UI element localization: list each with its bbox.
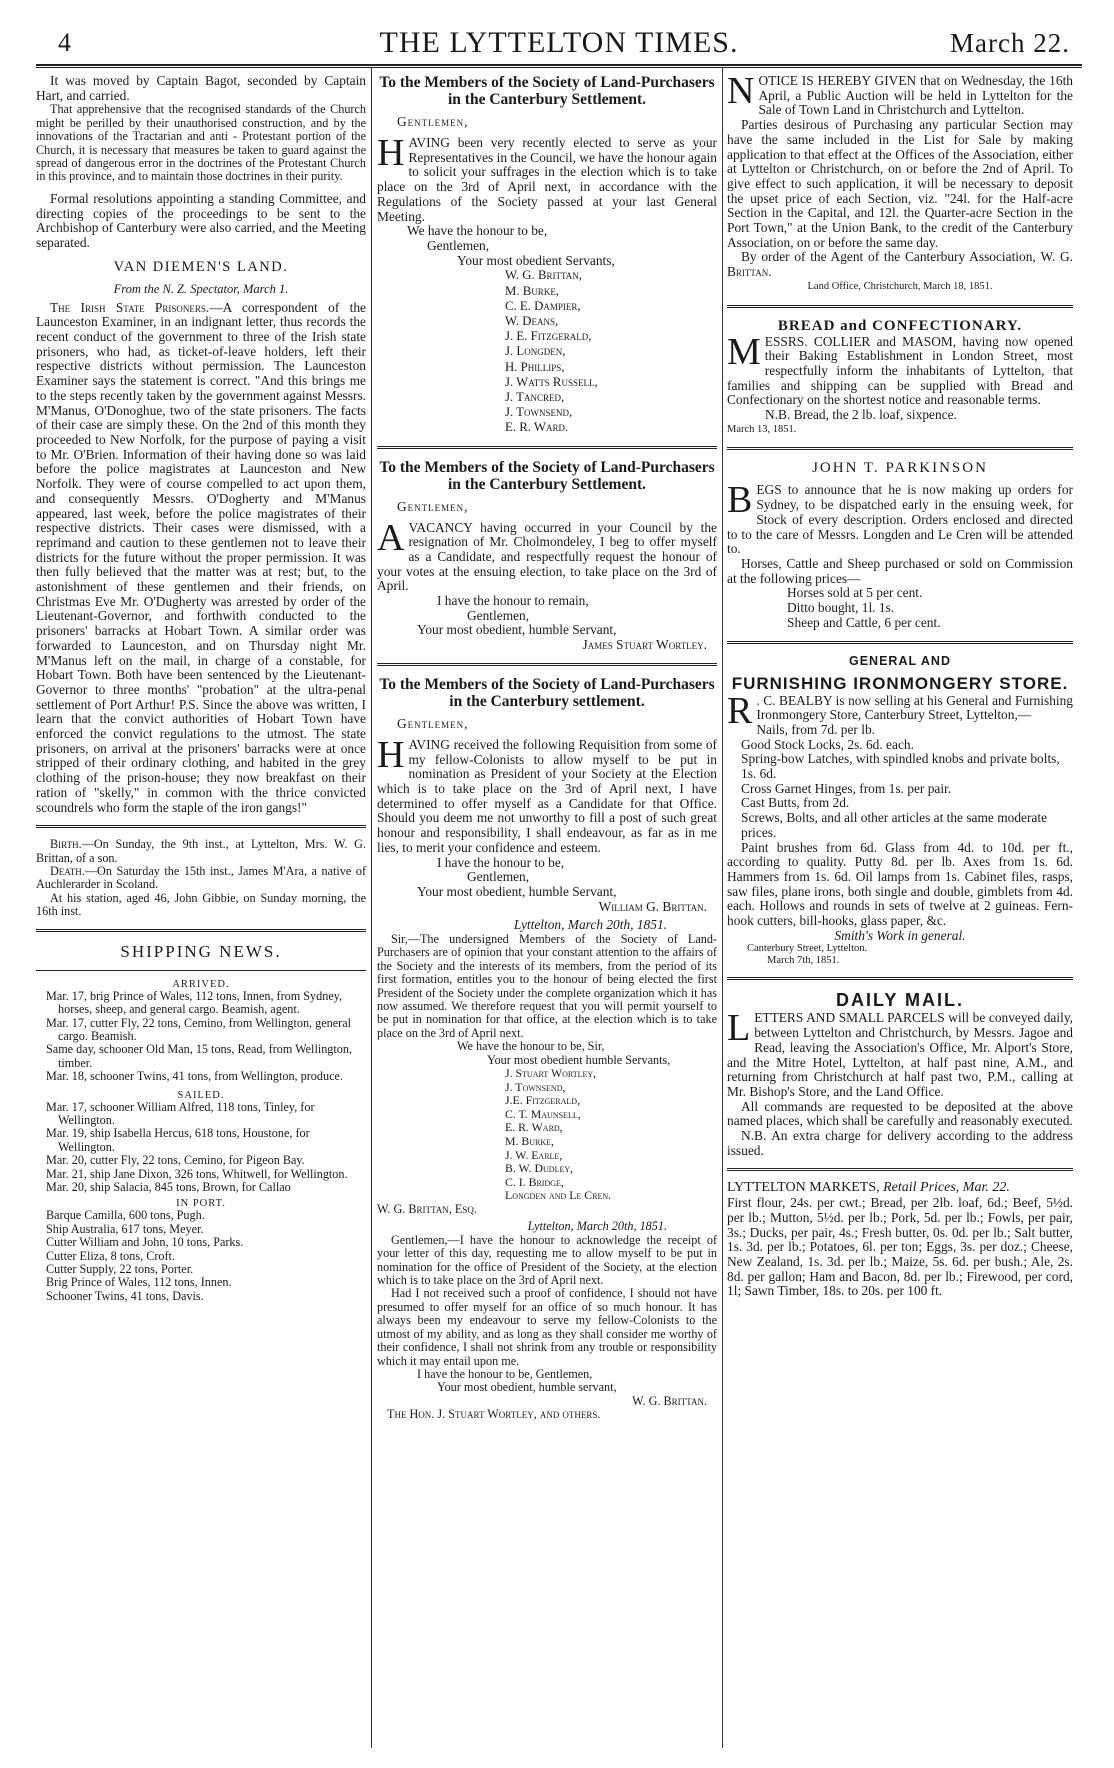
- signature: W. G. Brittan.: [727, 249, 1073, 280]
- signature: W. G. Brittan.: [632, 1393, 707, 1408]
- divider: [377, 663, 717, 666]
- ad-body: Smith's Work in general.: [834, 927, 966, 943]
- notice-body: OTICE IS HEREBY GIVEN that on Wednesday, the 16th April, a Public Auction will be held in Lyttelton for the Sale of Town Land in Christchurch and Lyttelton.: [758, 73, 1073, 118]
- masthead-rule: [36, 64, 1082, 68]
- signatory: W. Deans,: [505, 313, 559, 328]
- masthead: [36, 24, 1082, 66]
- drop-cap: H: [377, 733, 405, 776]
- column-divider: [371, 68, 372, 1748]
- signatory: J. E. Fitzgerald,: [505, 329, 592, 344]
- dateline: Lyttelton, March 20th, 1851.: [513, 917, 667, 933]
- signatory: Longden and Le Cren.: [505, 1188, 612, 1203]
- signatory: B. W. Dudley,: [505, 1161, 574, 1176]
- ad-title: GENERAL AND: [849, 653, 951, 668]
- signatory: J. Townsend,: [505, 1079, 566, 1094]
- closing: Gentlemen,: [467, 869, 530, 885]
- reply-body: Had I not received such a proof of confidence, I should not have presumed to offer myself for an office of so much honour. It has always been my endeavour to serve my fellow-Colonists to the utmost of my ability, and as long as they shall consider me worthy of their confidence, I shall not shrink from any trouble or responsibility which it may entail upon me.: [377, 1286, 717, 1368]
- ad-body: AVING received the following Requisition from some of my fellow-Colonists to allow myself to be put in nomination as President of your Society at the Election which is to take place on the 3rd of April next, I have determined to offer myself as a Candidate for that Office. Should you deem me not unworthy to fill a post of such great honour and responsibility, I shall endeavour, as far as in me lies, to merit your confidence and esteem.: [377, 736, 717, 855]
- shipping-entry: Cutter Supply, 22 tons, Porter.: [46, 1262, 194, 1277]
- drop-cap: H: [377, 132, 405, 174]
- shipping-entry: Cutter William and John, 10 tons, Parks.: [46, 1235, 244, 1250]
- arrived-heading: ARRIVED.: [172, 978, 230, 990]
- divider: [727, 1168, 1073, 1171]
- lead-in: The Irish State Prisoners.: [50, 299, 210, 315]
- ad-body: . C. BEALBY is now selling at his General and Furnishing Ironmongery Store, Canterbury Street, Lyttelton,—: [756, 692, 1073, 723]
- article-body: —A correspondent of the Launceston Examiner, in an indignant letter, thus records the recent conduct of the government to three of the Irish state prisoners, who had, as ticket-of-leave holders, left their respective districts without permission. The Launceston Examiner says the statement is correct. "And this brings me to the steps recently taken by the government against Messrs. M'Manus, O'Donoghue, two of the state prisoners. The facts of their case are simply these. On the 2nd of this month they proceeded to New Norfolk, for the purpose of paying a visit to Mr. O'Brien. Information of their having done so was laid before the police magistrates at Launceston and New Norfolk. They were of course compelled to act upon them, and consequently Messrs. O'Dogherty and M'Manus appeared, last week, before the police magistrates of their respective districts. Their cases were dismissed, with a reprimand and caution to these gentlemen not to leave their districts for the future without the proper permission. It was then fully believed that the matter was at rest; but, to the astonishment of these gentlemen and their friends, on Christmas Eve Mr. O'Dugherty was arrested by order of the Lieutenant-Governor, and forthwith conducted to the prisoners' barracks at Hobart Town. A similar order was forwarded to Launceston, and on Thursday night Mr. M'Manus left on the mail, in charge of a constable, for Hobart Town. Both have been sentenced by the Lieutenant-Governor to three months' "probation" at the ultra-penal settlement of Port Arthur! P.S. Since the above was written, I learn that the convict authorities of Hobart Town have enforced the convict regulations to the utmost. The state prisoners, on arrival at the prisoners' barracks were at once stripped of their ordinary clothing, and habited in the grey clothing of the prison-house; they now breakfast on their ration of "skelly," in common with the thrice convicted scoundrels who form the staple of the iron gangs!": [36, 299, 366, 815]
- death-notice: At his station, aged 46, John Gibbie, on Sunday morning, the 16th inst.: [36, 890, 366, 919]
- ad-title: DAILY MAIL.: [835, 990, 964, 1011]
- ad-body: N.B. Bread, the 2 lb. loaf, sixpence.: [765, 407, 957, 423]
- price-item: Sheep and Cattle, 6 per cent.: [787, 614, 941, 630]
- closing: We have the honour to be,: [407, 223, 548, 239]
- paragraph: It was moved by Captain Bagot, seconded by Captain Hart, and carried.: [36, 73, 366, 103]
- price-item: Cast Butts, from 2d.: [741, 795, 850, 811]
- inport-heading: IN PORT.: [176, 1198, 226, 1210]
- issue-date: March 22.: [950, 28, 1070, 58]
- price-item: Screws, Bolts, and all other articles at the same moderate prices.: [741, 810, 1048, 840]
- dateline: Land Office, Christchurch, March 18, 1851.: [807, 280, 993, 292]
- shipping-entry: Mar. 19, ship Isabella Hercus, 618 tons, Houstone, for Wellington.: [46, 1126, 310, 1154]
- ad-body: All commands are requested to be deposited at the above named places, which shall be carefully and reasonably executed.: [727, 1098, 1073, 1129]
- shipping-entry: Mar. 17, schooner William Alfred, 118 tons, Tinley, for Wellington.: [46, 1099, 315, 1127]
- ad-body: EGS to announce that he is now making up orders for Sydney, to be dispatched early in the ensuing week, for Stock of every description. Orders enclosed and directed to to the care of Messrs. Longden and Le Cren will be attended to.: [727, 482, 1073, 557]
- ad-title: To the Members of the Society of Land-Purchasers in the Canterbury Settlement.: [379, 458, 715, 493]
- dateline: March 13, 1851.: [727, 423, 797, 435]
- price-item: Horses sold at 5 per cent.: [787, 585, 923, 601]
- shipping-entry: Schooner Twins, 41 tons, Davis.: [46, 1288, 204, 1303]
- drop-cap: A: [377, 516, 405, 559]
- divider: [727, 641, 1073, 644]
- divider: [727, 305, 1073, 308]
- resolution-text: That apprehensive that the recognised standards of the Church might be perilled by their unauthorised construction, and by the innovations of the Tractarian and anti - Protestant portion of the Church, it is necessary that measures be taken to guard against the spread of dangerous error in the doctrines of the Protestant Church in this province, and to maintain those doctrines in their purity.: [36, 102, 366, 184]
- markets-subheading: Retail Prices, Mar. 22.: [883, 1180, 1010, 1196]
- column-3: [727, 70, 1073, 1299]
- closing: I have the honour to remain,: [437, 593, 589, 609]
- ad-title: BREAD and CONFECTIONARY.: [777, 317, 1023, 334]
- signatory: J. Townsend,: [505, 405, 573, 420]
- shipping-entry: Mar. 20, ship Salacia, 845 tons, Brown, for Callao: [46, 1179, 291, 1194]
- ad-body: N.B. An extra charge for delivery according to the address issued.: [727, 1128, 1073, 1158]
- signatory: E. R. Ward,: [505, 1120, 563, 1135]
- death-notice: —On Saturday the 15th inst., James M'Ara, a native of Auchlerarder in Scoland.: [36, 864, 366, 892]
- salutation: Gentlemen,: [397, 498, 469, 514]
- signatory: J. Tancred,: [505, 389, 565, 404]
- dateline: March 7th, 1851.: [767, 955, 840, 967]
- closing: Gentlemen,: [467, 607, 530, 623]
- salutation: Gentlemen,: [397, 715, 469, 731]
- paragraph: Formal resolutions appointing a standing Committee, and directing copies of the proceedings to be sent to the Archbishop of Canterbury were also carried, and the Meeting separated.: [36, 190, 366, 250]
- ad-body: Paint brushes from 6d. Glass from 4d. to 10d. per ft., according to quality. Putty 8d. per lb. Axes from 1s. 6d. Hammers from 1s. 6d. Oil lamps from 1s. Cabinet files, rasps, saw files, plane irons, both single and double, gimblets from 4d. each. Hollows and rounds in sets of twelve at 2 guineas. Fern-hook cutters, bill-hooks, glass paper, &c.: [727, 839, 1073, 929]
- signature: William G. Brittan.: [598, 898, 707, 914]
- price-item: Spring-bow Latches, with spindled knobs and private bolts, 1s. 6d.: [741, 751, 1060, 782]
- divider: [36, 929, 366, 932]
- shipping-entry: Mar. 20, cutter Fly, 22 tons, Cemino, for Pigeon Bay.: [46, 1153, 305, 1168]
- signatory: C. E. Dampier,: [505, 298, 581, 313]
- divider: [727, 977, 1073, 980]
- shipping-entry: Barque Camilla, 600 tons, Pugh.: [46, 1208, 205, 1223]
- divider: [727, 447, 1073, 450]
- notice-body: Parties desirous of Purchasing any particular Section may have the same included in the List for Sale by making application to that effect at the Offices of the Association, either at Lyttelton or Christchurch, on or before the 2nd of April. To give effect to such application, it will be necessary to deposit the upset price of each Section, viz. "24l. for the Half-acre Section in the Capital, and 12l. the Quarter-acre Section in the Port Town," at the Union Bank, to the credit of the Canterbury Association, on or before the same day.: [727, 117, 1073, 250]
- signatory: J.E. Fitzgerald,: [505, 1093, 581, 1108]
- birth-notice: —On Sunday, the 9th inst., at Lyttelton, Mrs. W. G. Brittan, of a son.: [36, 837, 366, 865]
- drop-cap: M: [727, 330, 761, 373]
- shipping-entry: Mar. 17, cutter Fly, 22 tons, Cemino, from Wellington, general cargo. Beamish.: [46, 1015, 352, 1043]
- ad-title: JOHN T. PARKINSON: [812, 460, 988, 477]
- shipping-entry: Same day, schooner Old Man, 15 tons, Read, from Wellington, timber.: [46, 1042, 353, 1070]
- signatory: H. Phillips,: [505, 359, 565, 374]
- closing: We have the honour to be, Sir,: [457, 1039, 605, 1054]
- newspaper-title: THE LYTTELTON TIMES.: [379, 26, 739, 59]
- dateline: Lyttelton, March 20th, 1851.: [527, 1219, 667, 1234]
- ad-title: FURNISHING IRONMONGERY STORE.: [731, 673, 1069, 693]
- shipping-entry: Brig Prince of Wales, 112 tons, Innen.: [46, 1275, 232, 1290]
- ad-body: ETTERS AND SMALL PARCELS will be conveyed daily, between Lyttelton and Christchurch, by Messrs. Jagoe and Read, leaving the Association's Office, Mr. Alport's Store, and the Mitre Hotel, Lyttelton, at half past nine, A.M., and returning from Christchurch at half past two, P.M., calling at Mr. Bishop's Store, and the Land Office.: [727, 1010, 1073, 1099]
- closing: Your most obedient, humble servant,: [437, 1380, 617, 1395]
- drop-cap: N: [727, 70, 755, 112]
- ad-body: Horses, Cattle and Sheep purchased or sold on Commission at the following prices—: [727, 555, 1073, 586]
- signatory: M. Burke,: [505, 283, 560, 298]
- ad-body: ESSRS. COLLIER and MASOM, having now opened their Baking Establishment in London Street, most respectfully inform the inhabitants of Lyttelton, that families and shipping can be supplied with Bread and Confectionary on the shortest notice and reasonable terms.: [727, 333, 1073, 408]
- section-source: From the N. Z. Spectator, March 1.: [113, 281, 289, 296]
- column-1: [36, 74, 366, 1303]
- addressee: The Hon. J. Stuart Wortley, and others.: [387, 1407, 601, 1422]
- signature: James Stuart Wortley.: [582, 637, 707, 653]
- section-heading: VAN DIEMEN'S LAND.: [113, 258, 289, 275]
- drop-cap: B: [727, 479, 753, 522]
- addressee: W. G. Brittan, Esq.: [377, 1202, 477, 1217]
- closing: I have the honour to be,: [437, 854, 565, 870]
- signatory: E. R. Ward.: [505, 420, 569, 435]
- price-item: Cross Garnet Hinges, from 1s. per pair.: [741, 780, 952, 796]
- ad-title: To the Members of the Society of Land-Purchasers in the Canterbury Settlement.: [379, 74, 715, 108]
- closing: I have the honour to be, Gentlemen,: [417, 1366, 593, 1381]
- birth-lead: Birth.: [50, 837, 82, 852]
- signatory: J. W. Earle,: [505, 1147, 563, 1162]
- closing: Your most obedient, humble Servant,: [417, 622, 617, 638]
- closing: Your most obedient humble Servants,: [487, 1052, 671, 1067]
- divider: [36, 825, 366, 828]
- price-item: Good Stock Locks, 2s. 6d. each.: [741, 736, 914, 752]
- requisition-body: Sir,—The undersigned Members of the Society of Land-Purchasers are of opinion that your constant attention to the affairs of the Society and the interests of its members, from the period of its first formation, entitles you to the honour of being elected the first President of the Society under the complete organization which it has now assumed. We therefore request that you will permit yourself to be put in nomination for that office, at the election which is to take place on the 3rd of April next.: [377, 932, 717, 1040]
- closing: Gentlemen,: [427, 237, 490, 253]
- shipping-entry: Cutter Eliza, 8 tons, Croft.: [46, 1248, 175, 1263]
- dateline: Canterbury Street, Lyttelton.: [747, 943, 868, 955]
- signatory: J. Longden,: [505, 344, 566, 359]
- drop-cap: R: [727, 689, 753, 732]
- death-lead: Death.: [50, 864, 85, 879]
- signatory: M. Burke,: [505, 1134, 554, 1149]
- sailed-heading: SAILED.: [177, 1089, 225, 1101]
- column-2: [377, 74, 717, 1422]
- ad-body: AVING been very recently elected to serve as your Representatives in the Council, we have the honour again to solicit your suffrages in the election which is to take place on the 3rd of April next, in accordance with the Regulations of the Society passed at your last General Meeting.: [377, 135, 717, 224]
- divider: [377, 446, 717, 449]
- ad-body: VACANCY having occurred in your Council by the resignation of Mr. Cholmondeley, I beg to offer myself as a Candidate, and respectfully request the honour of your votes at the ensuing election, to take place on the 3rd of April.: [377, 519, 717, 594]
- shipping-entry: Mar. 21, ship Jane Dixon, 326 tons, Whitwell, for Wellington.: [46, 1166, 348, 1181]
- closing: Your most obedient, humble Servant,: [417, 883, 617, 899]
- shipping-entry: Mar. 18, schooner Twins, 41 tons, from Wellington, produce.: [46, 1069, 343, 1084]
- signatory: W. G. Brittan,: [505, 268, 582, 283]
- reply-body: Gentlemen,—I have the honour to acknowledge the receipt of your letter of this day, requesting me to allow myself to be put in nomination for the office of President of the Society, at the election which is to take place on the 3rd of April next.: [377, 1232, 717, 1288]
- signatory: J. Watts Russell,: [505, 374, 598, 389]
- ad-title: To the Members of the Society of Land-Purchasers in the Canterbury settlement.: [379, 675, 715, 710]
- salutation: Gentlemen,: [397, 114, 469, 129]
- signatory: C. I. Bridge,: [505, 1174, 564, 1189]
- divider: [36, 970, 366, 971]
- notice-order: By order of the Agent of the Canterbury Association,: [741, 249, 1036, 265]
- page-number: 4: [58, 28, 71, 57]
- markets-heading: LYTTELTON MARKETS,: [727, 1180, 880, 1196]
- markets-prices: First flour, 24s. per cwt.; Bread, per 2lb. loaf, 6d.; Beef, 5½d. per lb.; Mutton, 5½d. per lb.; Pork, 5d. per lb.; Fowls, per pair, 3s.; Ducks, per pair, 4s.; Fresh butter, 0s. 0d. per lb.; Salt butter, 1s. 3d. per lb.; Potatoes, 6l. per ton; Eggs, 3s. per doz.; Cheese, New Zealand, 1s. 3d. per lb.; Maize, 5s. 6d. per bush.; Ale, 2s. 8d. per gallon; Ham and Bacon, 8d. per lb.; Firewood, per cord, 1l; Sawn Timber, 18s. to 20s. per 100 ft.: [727, 1195, 1073, 1299]
- drop-cap: L: [727, 1007, 751, 1050]
- shipping-heading: SHIPPING NEWS.: [120, 941, 282, 961]
- signatory: C. T. Maunsell,: [505, 1106, 581, 1121]
- price-item: Nails, from 7d. per lb.: [756, 721, 875, 737]
- signatory: J. Stuart Wortley,: [505, 1066, 597, 1081]
- shipping-entry: Ship Australia, 617 tons, Meyer.: [46, 1221, 204, 1236]
- column-divider: [722, 68, 723, 1748]
- price-item: Ditto bought, 1l. 1s.: [787, 600, 895, 616]
- closing: Your most obedient Servants,: [457, 252, 615, 268]
- shipping-entry: Mar. 17, brig Prince of Wales, 112 tons, Innen, from Sydney, horses, sheep, and general cargo. Beamish, agent.: [46, 988, 343, 1017]
